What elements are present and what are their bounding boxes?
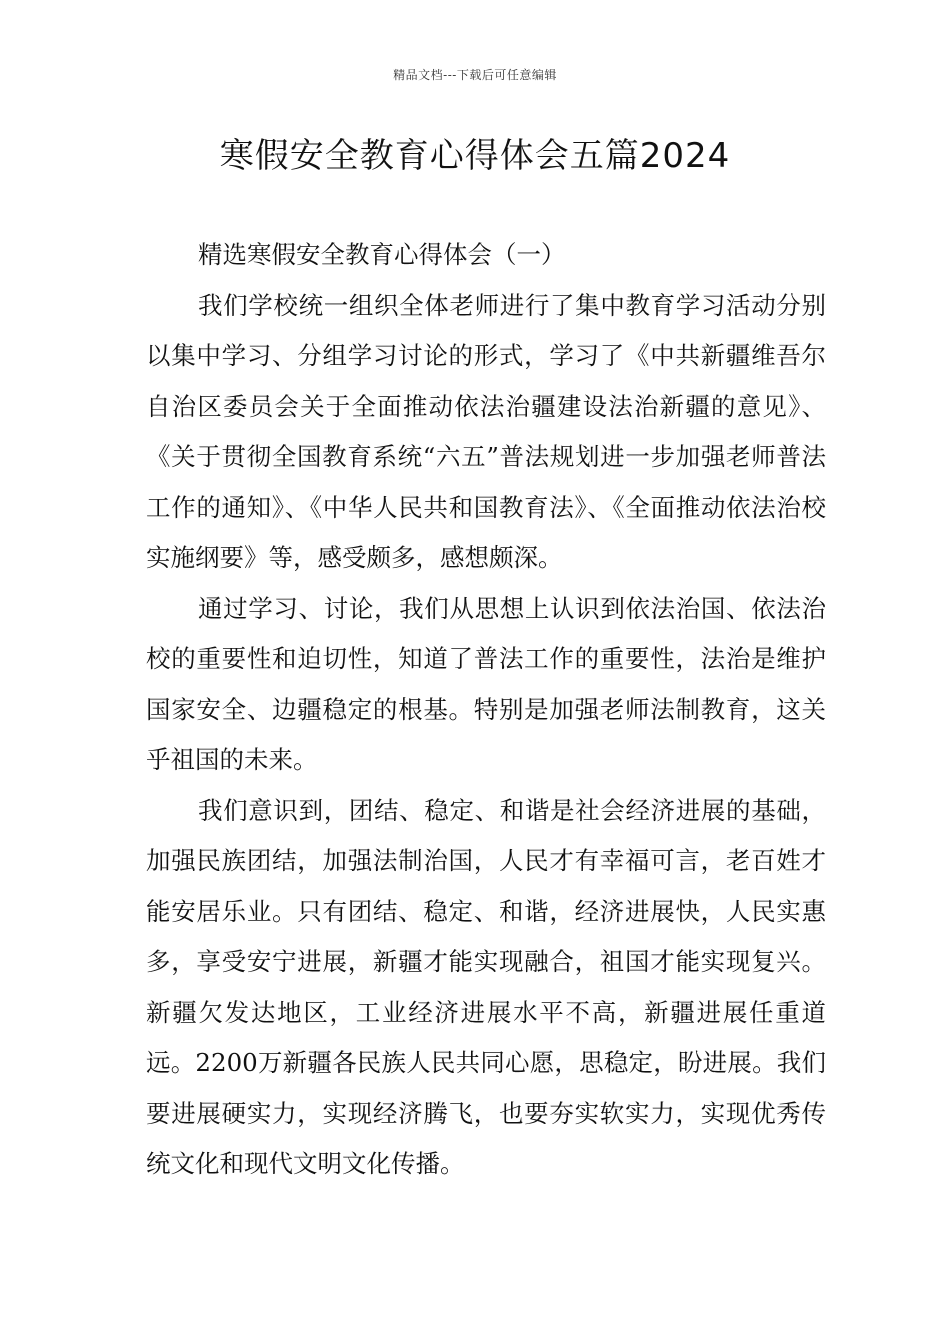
document-body (146, 230, 826, 1190)
paragraph: 我们意识到，团结、稳定、和谐是社会经济进展的基础，加强民族团结，加强法制治国，人民才有幸福可言，老百姓才能安居乐业。只有团结、稳定、和谐，经济进展快，人民实惠多，享受安宁进展，新疆才能实现融合，祖国才能实现复兴。新疆欠发达地区，工业经济进展水平不高，新疆进展任重道远。2200万新疆各民族人民共同心愿，思稳定，盼进展。我们要进展硬实力，实现经济腾飞，也要夯实软实力，实现优秀传统文化和现代文明文化传播。 (146, 795, 826, 1178)
section-heading: 精选寒假安全教育心得体会（一） (198, 240, 566, 269)
paragraph: 通过学习、讨论，我们从思想上认识到依法治国、依法治校的重要性和迫切性，知道了普法工作的重要性，法治是维护国家安全、边疆稳定的根基。特别是加强老师法制教育，这关乎祖国的未来。 (146, 593, 826, 774)
page-header: 精品文档---下载后可任意编辑 (393, 68, 557, 82)
paragraph: 我们学校统一组织全体老师进行了集中教育学习活动分别以集中学习、分组学习讨论的形式，学习了《中共新疆维吾尔自治区委员会关于全面推动依法治疆建设法治新疆的意见》、《关于贯彻全国教育系统“六五”普法规划进一步加强老师普法工作的通知》、《中华人民共和国教育法》、《全面推动依法治校实施纲要》等，感受颇多，感想颇深。 (146, 290, 826, 572)
document-title: 寒假安全教育心得体会五篇2024 (219, 136, 731, 176)
